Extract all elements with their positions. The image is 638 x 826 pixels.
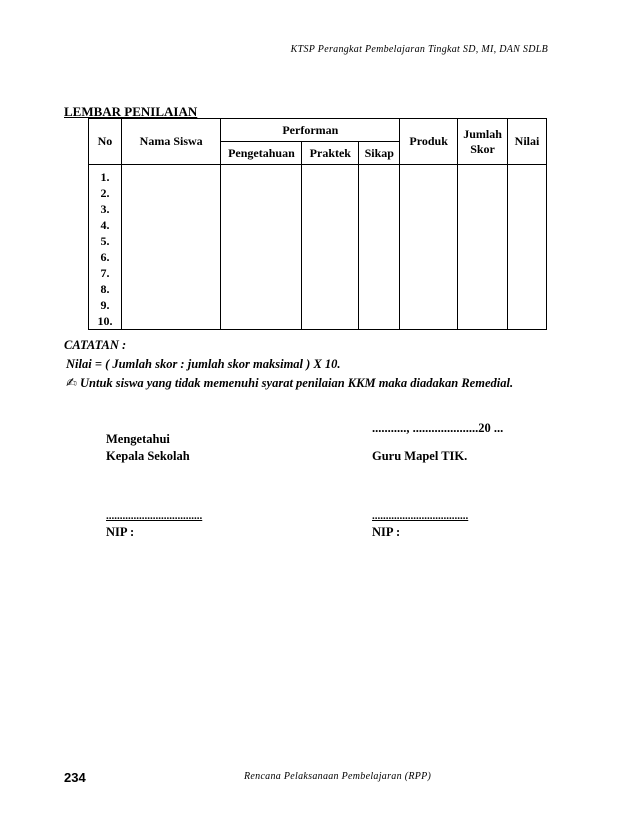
row-number: 10. (97, 314, 113, 328)
header-produk: Produk (400, 119, 458, 165)
header-performan: Performan (221, 119, 400, 142)
right-role: Guru Mapel TIK. (372, 449, 468, 463)
left-signature-block (106, 431, 190, 465)
header-jumlah-line2: Skor (470, 141, 495, 156)
right-nip: NIP : (372, 525, 401, 539)
notes-label: CATATAN : (64, 338, 127, 352)
row-number: 7. (100, 266, 110, 280)
writing-hand-icon: ✍ (66, 376, 77, 391)
row-number: 3. (100, 202, 110, 216)
row-number: 1. (100, 170, 110, 184)
cell-pengetahuan (221, 165, 302, 330)
left-acknowledge: Mengetahui (106, 432, 170, 446)
header-no: No (89, 119, 122, 165)
cell-nilai (508, 165, 547, 330)
notes-remedial-text: Untuk siswa yang tidak memenuhi syarat penilaian KKM maka diadakan Remedial. (80, 376, 514, 390)
header-praktek: Praktek (302, 142, 359, 165)
running-header: KTSP Perangkat Pembelajaran Tingkat SD, MI, DAN SDLB (290, 44, 548, 55)
notes-formula: Nilai = ( Jumlah skor : jumlah skor maksimal ) X 10. (66, 357, 341, 371)
place-date: ..........., .....................20 ... (372, 421, 504, 435)
notes-remedial-line (64, 374, 513, 393)
row-number: 2. (100, 186, 110, 200)
notes-block (64, 336, 513, 393)
row-number: 8. (100, 282, 110, 296)
cell-praktek (302, 165, 359, 330)
right-signature-line: ................................... (372, 510, 469, 522)
row-number: 9. (100, 298, 110, 312)
row-number: 4. (100, 218, 110, 232)
section-title: LEMBAR PENILAIAN (64, 104, 198, 119)
cell-jumlah-skor (458, 165, 508, 330)
page-number: 234 (64, 770, 86, 785)
left-signature-line: ................................... (106, 510, 203, 522)
cell-nama-siswa (121, 165, 221, 330)
cell-sikap (359, 165, 400, 330)
row-number: 5. (100, 234, 110, 248)
header-jumlah-line1: Jumlah (463, 126, 502, 141)
header-nama-siswa: Nama Siswa (121, 119, 221, 165)
cell-produk (400, 165, 458, 330)
row-number: 6. (100, 250, 110, 264)
header-pengetahuan: Pengetahuan (221, 142, 302, 165)
header-nilai: Nilai (508, 119, 547, 165)
row-numbers-cell (89, 165, 122, 330)
left-role: Kepala Sekolah (106, 449, 190, 463)
footer-doc-title: Rencana Pelaksanaan Pembelajaran (RPP) (244, 771, 432, 782)
header-jumlah-skor (458, 119, 508, 165)
header-sikap: Sikap (359, 142, 400, 165)
left-nip: NIP : (106, 525, 135, 539)
assessment-table (88, 118, 547, 330)
